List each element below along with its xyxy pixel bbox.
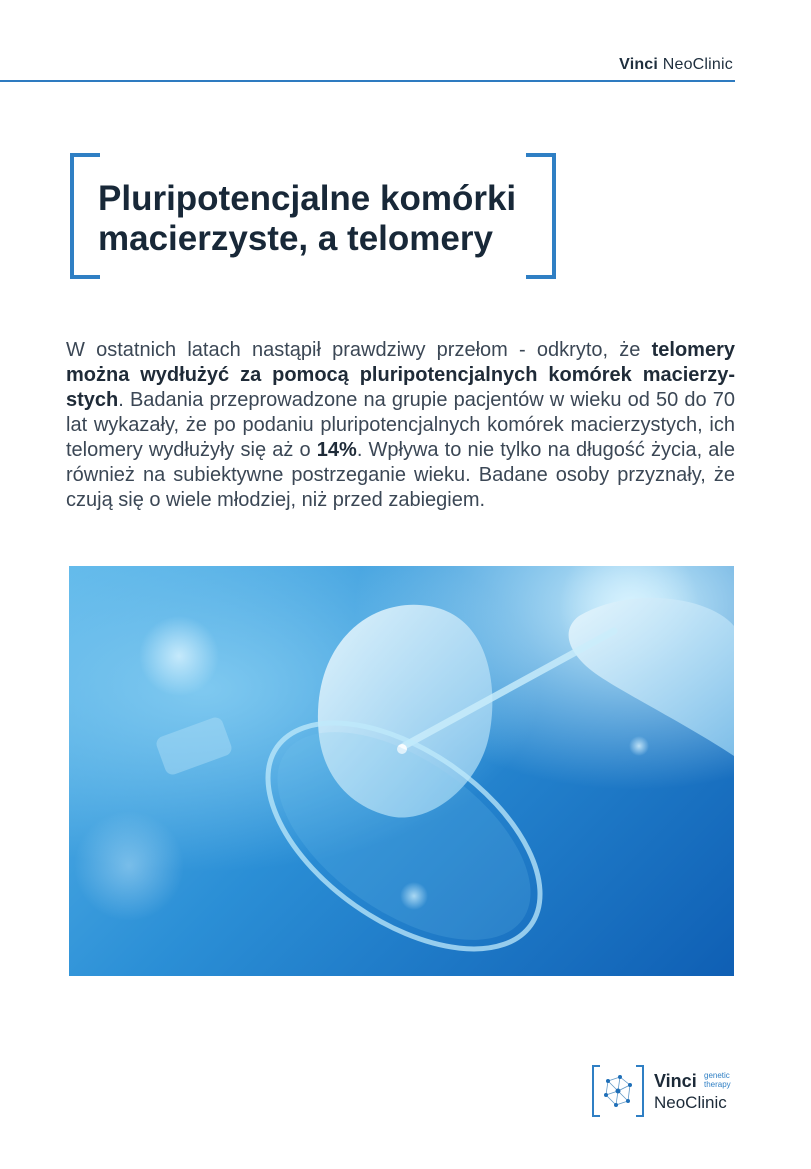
lab-photo <box>69 566 734 976</box>
logo-tag-2: therapy <box>704 1080 731 1089</box>
page-title <box>98 179 538 259</box>
logo-name-rest: NeoClinic <box>654 1093 727 1112</box>
title-line-1: Pluripotencjalne komórki <box>98 179 517 218</box>
title-line-2: macierzyste, a telomery <box>98 219 493 258</box>
title-frame <box>70 153 556 279</box>
logo-tagline <box>704 1071 731 1089</box>
para-text-1: W ostatnich latach nastąpił prawdziwy przełom - odkryto, że <box>66 339 652 361</box>
header-divider <box>0 80 735 82</box>
header-brand-bold: Vinci <box>619 56 659 73</box>
para-bold-1: telomery można wydłużyć za pomocą pluripotencjalnych komórek macierzy-stych <box>66 339 735 411</box>
header-brand-rest: NeoClinic <box>662 56 733 73</box>
left-bracket <box>70 153 100 279</box>
footer-logo <box>590 1063 736 1119</box>
para-bold-2: 14% <box>316 439 357 461</box>
para-text-3: . Wpływa to nie tylko na długość życia, ale również na subiektywne postrzeganie wieku. Badane osoby przyznały, że czują się o wiele młodziej, niż przed zabiegiem. <box>66 439 735 511</box>
header-brand <box>619 56 733 74</box>
para-text-2: . Badania przeprowadzone na grupie pacjentów w wieku od 50 do 70 lat wykazały, że po podaniu pluripotencjalnych komórek macierzystych, ich telomery wydłużyły się aż o <box>66 389 735 461</box>
logo-name-bold: Vinci <box>654 1071 697 1091</box>
body-paragraph <box>66 338 735 513</box>
logo-tag-1: genetic <box>704 1071 730 1080</box>
lab-photo-illustration <box>69 566 734 976</box>
network-logo-icon <box>590 1063 646 1119</box>
